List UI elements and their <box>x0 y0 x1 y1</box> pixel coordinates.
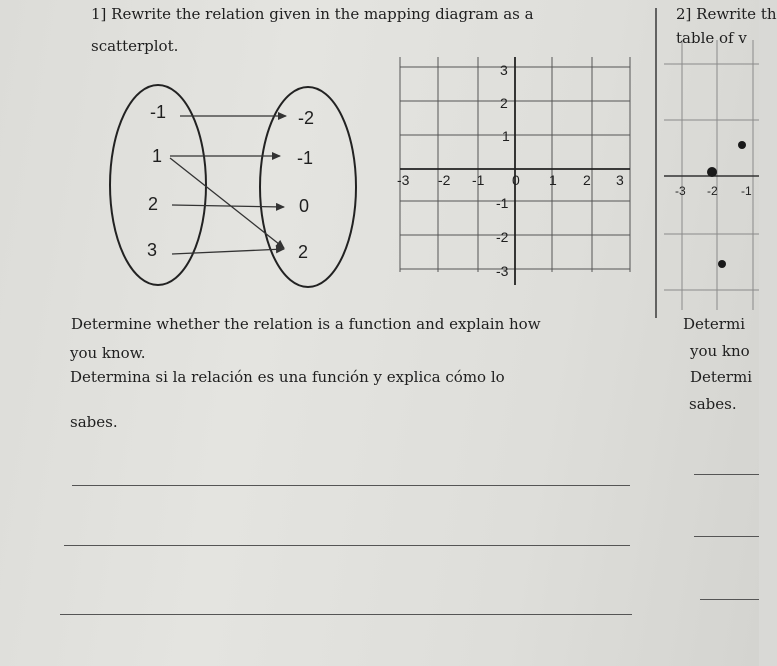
q2-spanish-line2: sabes. <box>689 395 737 413</box>
domain-value: -1 <box>150 102 167 122</box>
domain-value: 3 <box>147 240 158 260</box>
x-tick-label: 2 <box>583 172 591 188</box>
grid-2-point <box>738 141 746 149</box>
range-value: -2 <box>298 108 315 128</box>
grid-2-point <box>718 260 726 268</box>
x-tick-label: -1 <box>472 172 485 188</box>
range-value: 0 <box>299 196 310 216</box>
arrow-1-to-2 <box>170 158 284 248</box>
range-value: 2 <box>298 242 309 262</box>
grid-1-axes <box>400 57 630 285</box>
x-tick-label: -3 <box>397 172 410 188</box>
grid-2-point <box>707 167 717 177</box>
domain-value: 2 <box>148 194 159 214</box>
q1-spanish-line2: sabes. <box>70 413 118 431</box>
q1-spanish-line1: Determina si la relación es una función y explica cómo lo <box>70 368 505 386</box>
q1-instruction-line2: scatterplot. <box>91 37 179 55</box>
q2-answer-line[interactable] <box>694 536 759 537</box>
q2-instruction-line1: 2] Rewrite th <box>676 5 777 23</box>
x-tick-label: 0 <box>512 172 520 188</box>
q1-determine-line2: you know. <box>70 344 146 362</box>
grid-2-points <box>707 141 746 268</box>
mapping-arrows <box>170 116 286 254</box>
y-tick-label: 3 <box>500 62 508 78</box>
grid-2-x-tick-label: -2 <box>707 184 718 198</box>
range-value: -1 <box>297 148 314 168</box>
grid-2-x-tick-label: -1 <box>741 184 752 198</box>
x-tick-label: 1 <box>549 172 557 188</box>
q2-instruction-line2: table of v <box>676 29 747 47</box>
q1-determine-line1: Determine whether the relation is a function and explain how <box>71 315 541 333</box>
y-tick-label: -3 <box>496 263 509 279</box>
q1-answer-line[interactable] <box>64 545 630 546</box>
arrow-3-to-2 <box>172 249 284 254</box>
domain-value: 1 <box>152 146 163 166</box>
q1-answer-line[interactable] <box>72 485 630 486</box>
y-tick-label: 1 <box>502 128 510 144</box>
arrow-2-to-0 <box>172 205 284 207</box>
q1-answer-line[interactable] <box>60 614 632 615</box>
q2-answer-line[interactable] <box>694 474 759 475</box>
q2-determine-line2: you kno <box>690 342 750 360</box>
q2-determine-line1: Determi <box>683 315 745 333</box>
x-tick-label: -2 <box>438 172 451 188</box>
q2-answer-line[interactable] <box>700 599 759 600</box>
y-tick-label: -1 <box>496 195 509 211</box>
y-tick-label: -2 <box>496 229 509 245</box>
q2-spanish-line1: Determi <box>690 368 752 386</box>
q1-instruction-line1: 1] Rewrite the relation given in the mapping diagram as a <box>91 5 534 23</box>
grid-2-x-tick-label: -3 <box>675 184 686 198</box>
y-tick-label: 2 <box>500 95 508 111</box>
x-tick-label: 3 <box>616 172 624 188</box>
